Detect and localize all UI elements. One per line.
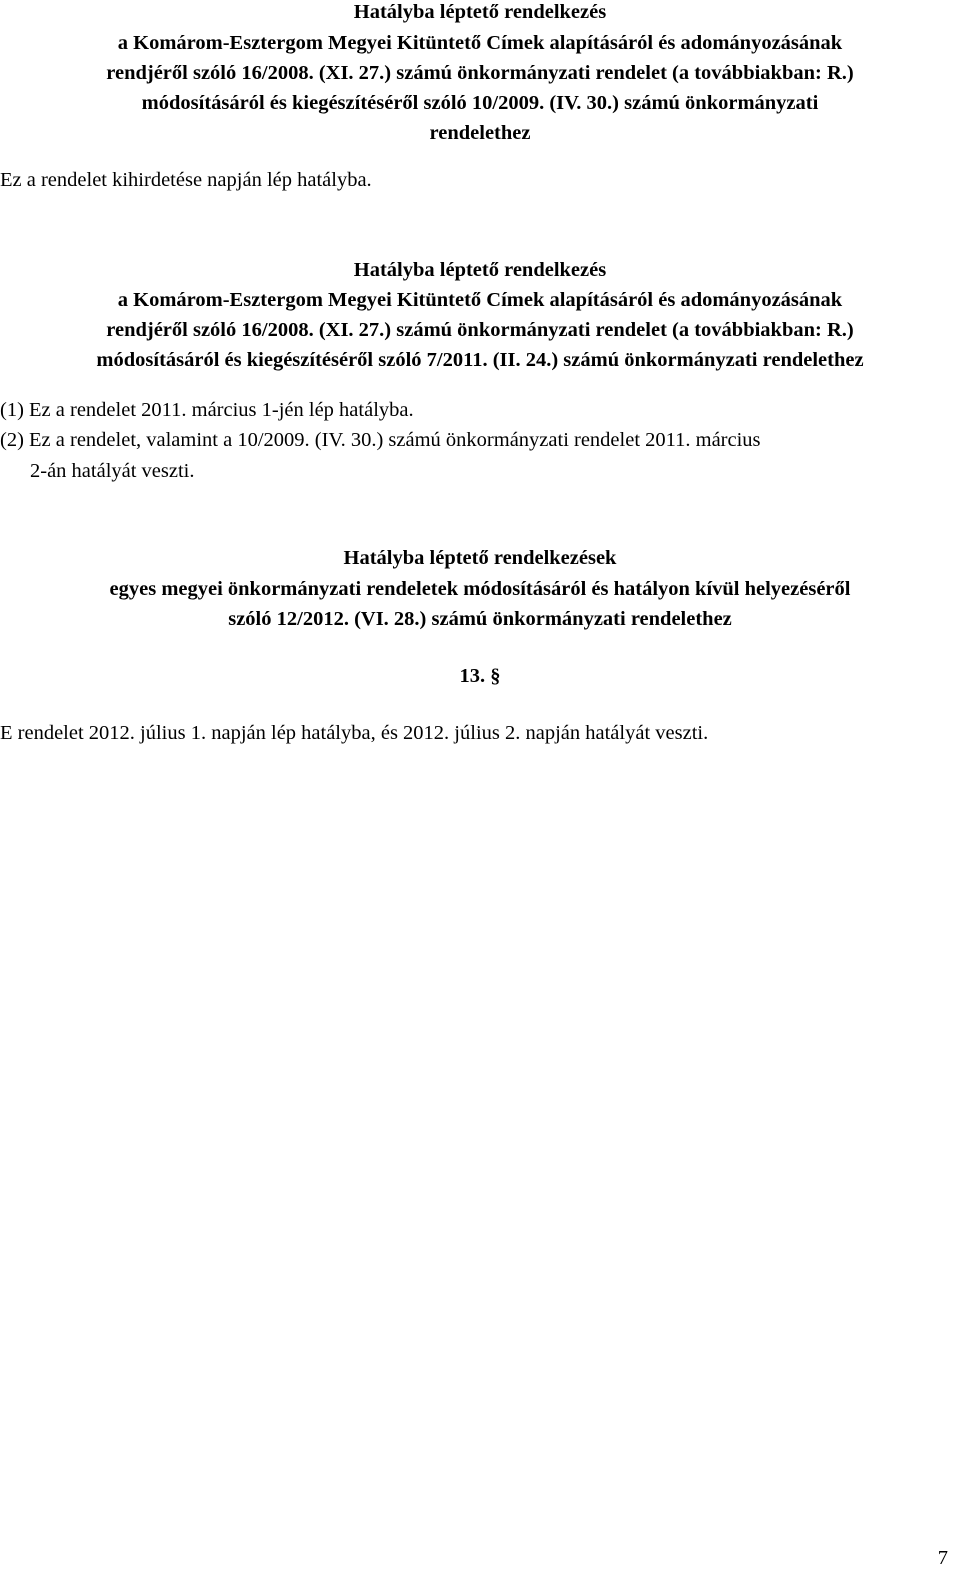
section1-body: Ez a rendelet kihirdetése napján lép hatályba.	[0, 169, 372, 191]
section2-heading-line-3: rendjéről szóló 16/2008. (XI. 27.) számú önkormányzati rendelet (a továbbiakban: R.)	[106, 319, 854, 341]
section1-heading-line-4: módosításáról és kiegészítéséről szóló 10/2009. (IV. 30.) számú önkormányzati	[141, 92, 819, 114]
section3-body: E rendelet 2012. július 1. napján lép hatályba, és 2012. július 2. napján hatályát veszti.	[0, 722, 709, 744]
page-number: 7	[937, 1547, 948, 1569]
section3-paragraph-number: 13. §	[459, 665, 501, 687]
section2-paragraph-1: (1) Ez a rendelet 2011. március 1-jén lép hatályba.	[0, 399, 414, 421]
section2-heading-line-2: a Komárom-Esztergom Megyei Kitüntető Címek alapításáról és adományozásának	[117, 289, 843, 311]
section3-heading-line-2: egyes megyei önkormányzati rendeletek módosításáról és hatályon kívül helyezéséről	[109, 578, 851, 600]
section2-paragraph-2-line-1: (2) Ez a rendelet, valamint a 10/2009. (IV. 30.) számú önkormányzati rendelet 2011. március	[0, 429, 761, 451]
section2-heading-line-4: módosításáról és kiegészítéséről szóló 7/2011. (II. 24.) számú önkormányzati rendelethez	[96, 349, 864, 371]
section3-heading-line-3: szóló 12/2012. (VI. 28.) számú önkormányzati rendelethez	[228, 608, 732, 630]
section2-heading-title: Hatályba léptető rendelkezés	[353, 259, 607, 281]
section2-paragraph-2-line-2: 2-án hatályát veszti.	[30, 460, 195, 482]
section1-heading-line-5: rendelethez	[429, 122, 531, 144]
section1-heading-line-2: a Komárom-Esztergom Megyei Kitüntető Címek alapításáról és adományozásának	[117, 32, 843, 54]
section3-heading-title: Hatályba léptető rendelkezések	[343, 547, 617, 569]
section1-heading-title: Hatályba léptető rendelkezés	[353, 1, 607, 23]
section1-heading-line-3: rendjéről szóló 16/2008. (XI. 27.) számú önkormányzati rendelet (a továbbiakban: R.)	[106, 62, 854, 84]
